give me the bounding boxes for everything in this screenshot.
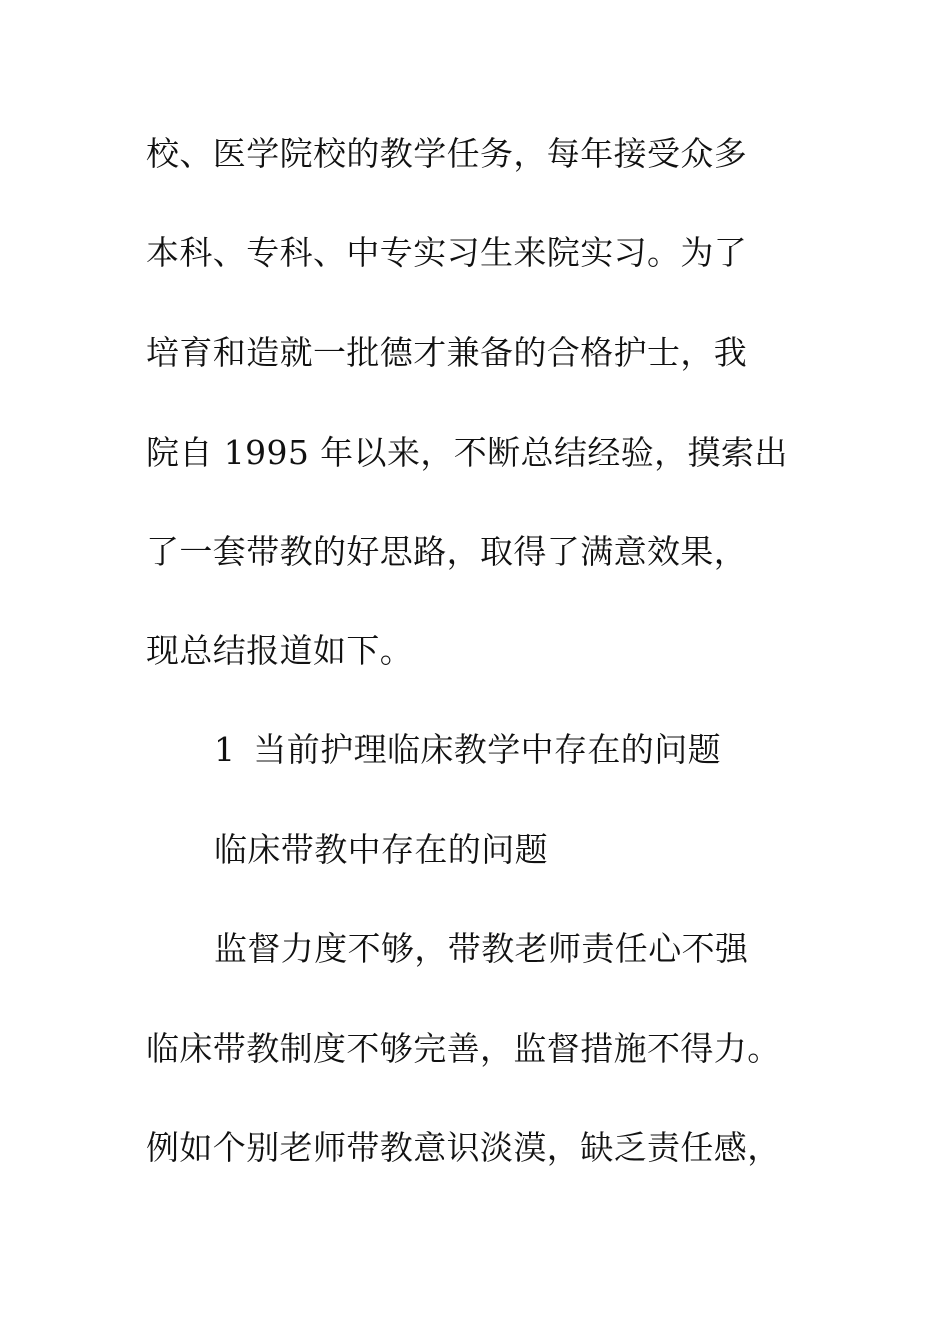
subheading: 临床带教中存在的问题 [214, 830, 548, 869]
paragraph-first-line: 监督力度不够，带教老师责任心不强 [214, 929, 749, 968]
section-heading [214, 730, 721, 770]
body-text-line: 院自 1995 年以来，不断总结经验，摸索出 [146, 433, 788, 472]
section-title: 当前护理临床教学中存在的问题 [253, 730, 722, 769]
body-text-line: 临床带教制度不够完善，监督措施不得力。 [146, 1029, 781, 1068]
section-number: 1 [214, 730, 236, 769]
body-text-line: 校、医学院校的教学任务，每年接受众多 [146, 134, 748, 173]
body-text-line: 培育和造就一批德才兼备的合格护士，我 [146, 333, 748, 372]
body-text-line: 例如个别老师带教意识淡漠，缺乏责任感， [146, 1128, 781, 1167]
body-text-line: 了一套带教的好思路，取得了满意效果， [146, 532, 748, 571]
body-text-line: 现总结报道如下。 [146, 631, 414, 670]
body-text-line: 本科、专科、中专实习生来院实习。为了 [146, 233, 748, 272]
